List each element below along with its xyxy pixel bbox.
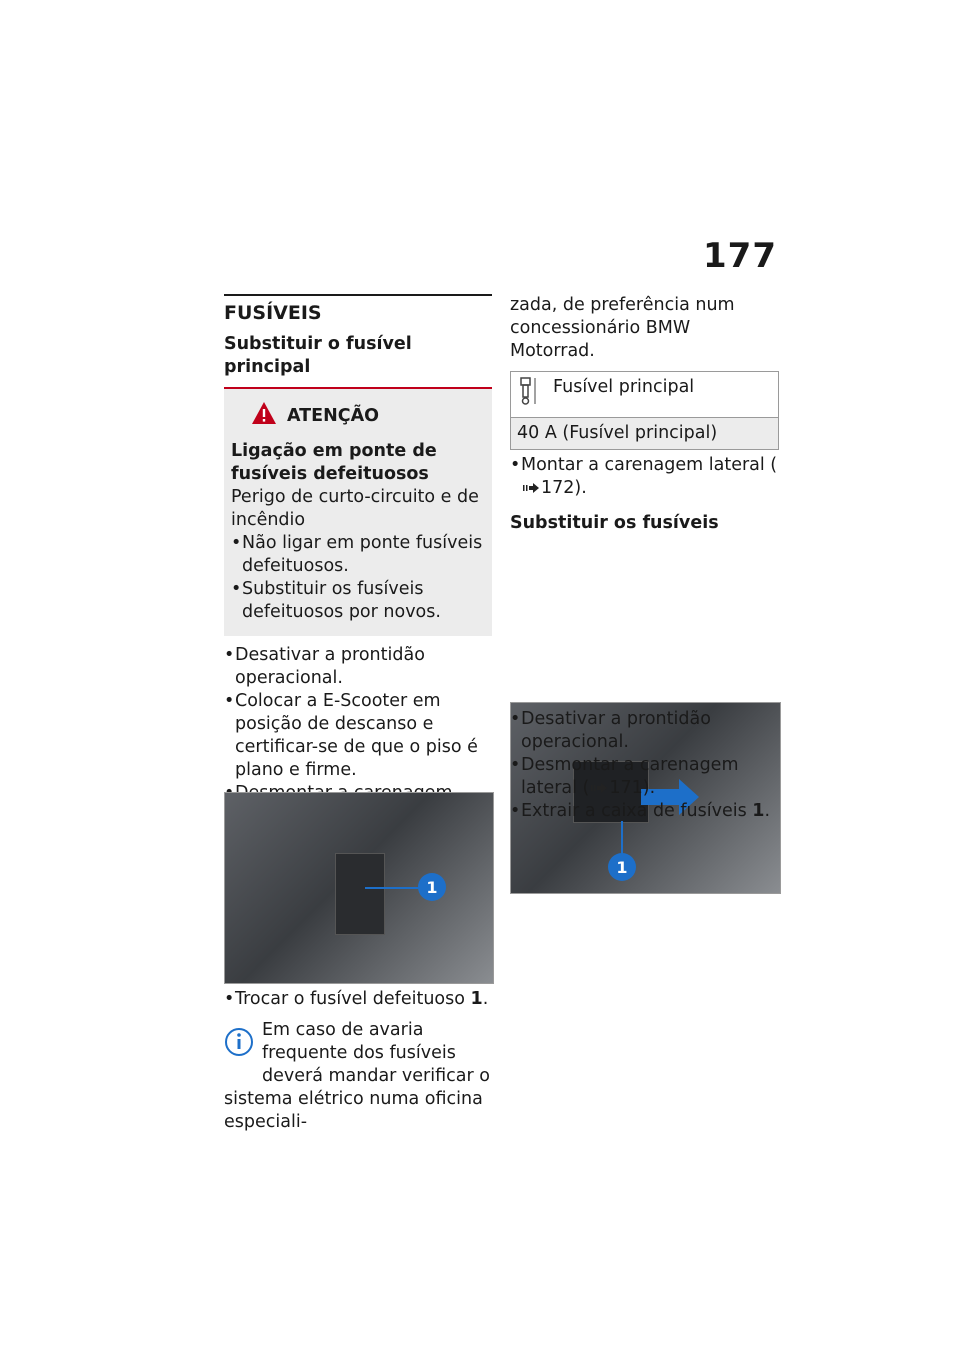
step-item: • Extrair a caixa de fusíveis 1.: [510, 800, 780, 823]
fuse-holder-shape: [335, 853, 385, 935]
info-icon: [224, 1023, 254, 1068]
left-column-lower: [224, 988, 492, 1134]
warning-bullet: • Substituir os fusíveis defeituosos por novos.: [231, 578, 484, 624]
info-note-text: Em caso de avaria frequente dos fusíveis deverá mandar verificar o sistema elétrico numa oficina especiali-: [224, 1020, 490, 1132]
step-callout-number: 1: [752, 801, 765, 821]
step-callout-number: 1: [470, 989, 483, 1009]
left-column: [224, 294, 492, 828]
warning-description: Perigo de curto-circuito e de incêndio: [231, 487, 479, 530]
step-item: • Montar a carenagem lateral (172).: [510, 454, 780, 500]
section-rule: [224, 294, 492, 296]
fuse-icon: [517, 376, 539, 413]
section-title: FUSÍVEIS: [224, 302, 322, 324]
warning-title: Ligação em ponte de fusíveis defeituosos: [231, 441, 437, 484]
warning-label: ATENÇÃO: [287, 406, 379, 426]
right-column: [510, 294, 780, 535]
callout-badge: 1: [608, 853, 636, 881]
subsection-title: Substituir o fusível principal: [224, 334, 412, 377]
step-item: • Desativar a prontidão operacional.: [224, 644, 492, 690]
arrow-reference-icon: [591, 783, 607, 793]
arrow-reference-icon: [523, 483, 539, 493]
warning-header: [251, 401, 484, 432]
spec-value: 40 A (Fusível principal): [511, 418, 779, 450]
continuation-text: zada, de preferência num concessionário BMW Motorrad.: [510, 295, 735, 361]
page-reference[interactable]: 171: [609, 778, 643, 798]
callout-badge: 1: [418, 873, 446, 901]
page-reference[interactable]: 172: [541, 478, 575, 498]
step-item: • Desmontar a carenagem lateral ( 171).: [510, 754, 780, 800]
spec-header: Fusível principal: [553, 377, 695, 397]
spec-table: [510, 371, 779, 450]
step-item: • Colocar a E-Scooter em posição de descanso e certificar-se de que o piso é plano e firme.: [224, 690, 492, 782]
step-item: • Desativar a prontidão operacional.: [510, 708, 780, 754]
page-number: 177: [703, 236, 777, 276]
warning-triangle-icon: [251, 401, 277, 432]
info-note: [224, 1019, 492, 1134]
warning-box: [224, 389, 492, 636]
warning-bullet: • Não ligar em ponte fusíveis defeituosos.: [231, 532, 484, 578]
step-item: • Trocar o fusível defeituoso 1.: [224, 988, 492, 1011]
right-column-lower: [510, 708, 780, 823]
spec-header-cell: [511, 372, 779, 418]
fuse-photo-main: [224, 792, 494, 984]
subsection-title-fuses: Substituir os fusíveis: [510, 513, 719, 533]
